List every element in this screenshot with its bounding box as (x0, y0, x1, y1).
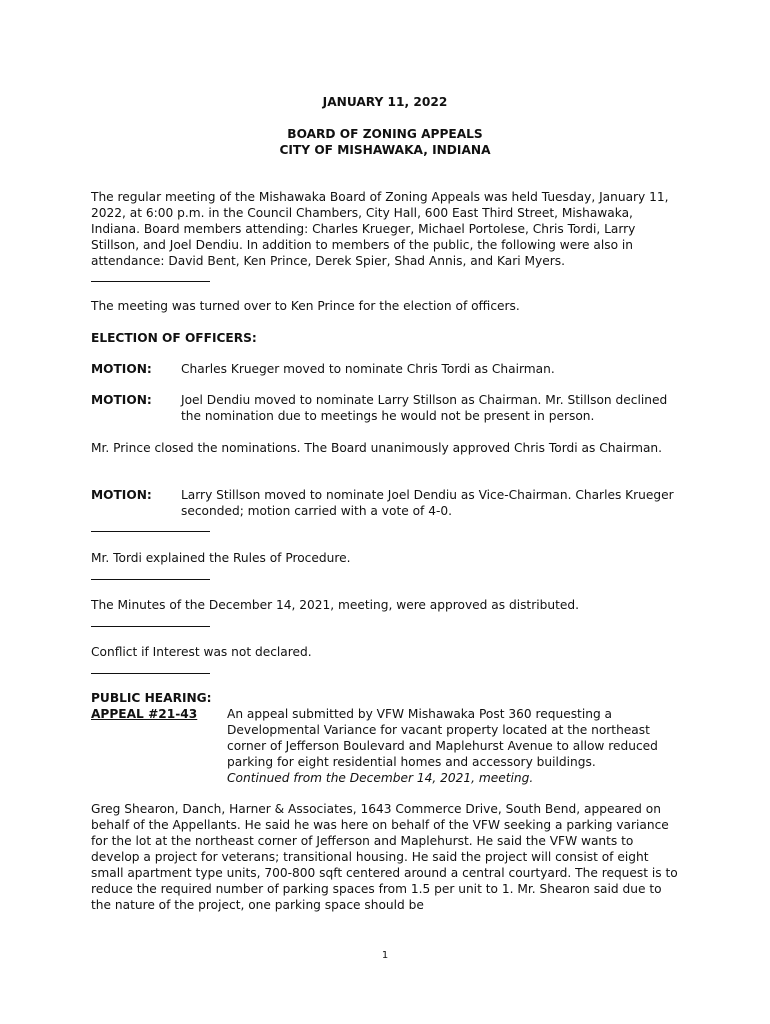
rules-paragraph: Mr. Tordi explained the Rules of Procedure. (91, 551, 351, 565)
appeal-continued-note: Continued from the December 14, 2021, meeting. (227, 771, 534, 785)
section-divider (91, 531, 210, 532)
section-divider (91, 626, 210, 627)
appeal-text: An appeal submitted by VFW Mishawaka Post 360 requesting a Developmental Variance for vacant property located at the northeast corner of Jefferson Boulevard and Maplehurst Avenue to allow reduced parking for eight residential homes and accessory buildings. (227, 707, 658, 769)
motion-text: Larry Stillson moved to nominate Joel Dendiu as Vice-Chairman. Charles Krueger seconded; motion carried with a vote of 4-0. (181, 488, 674, 518)
intro-paragraph: The regular meeting of the Mishawaka Board of Zoning Appeals was held Tuesday, January 11, 2022, at 6:00 p.m. in the Council Chambers, City Hall, 600 East Third Street, Mishawaka, Indiana. Board members attending: Charles Krueger, Michael Portolese, Chris Tordi, Larry Stillson, and Joel Dendiu. In addition to members of the public, the following were also in attendance: David Bent, Ken Prince, Derek Spier, Shad Annis, and Kari Myers. (91, 190, 669, 268)
motion-label: MOTION: (91, 362, 152, 376)
meeting-date: JANUARY 11, 2022 (322, 95, 448, 109)
nominations-closed-paragraph: Mr. Prince closed the nominations. The Board unanimously approved Chris Tordi as Chairman. (91, 441, 663, 455)
turned-over-paragraph: The meeting was turned over to Ken Prince for the election of officers. (91, 299, 520, 313)
motion-text: Charles Krueger moved to nominate Chris Tordi as Chairman. (181, 362, 555, 376)
section-divider (91, 579, 210, 580)
conflict-paragraph: Conflict if Interest was not declared. (91, 645, 312, 659)
motion-label: MOTION: (91, 393, 152, 407)
shearon-paragraph: Greg Shearon, Danch, Harner & Associates, 1643 Commerce Drive, South Bend, appeared on behalf of the Appellants. He said he was here on behalf of the VFW seeking a parking variance for the lot at the northeast corner of Jefferson and Maplehurst. He said the VFW wants to develop a project for veterans; transitional housing. He said the project will consist of eight small apartment type units, 700-800 sqft centered around a central courtyard. The request is to reduce the required number of parking spaces from 1.5 per unit to 1. Mr. Shearon said due to the nature of the project, one parking space should be (91, 802, 678, 912)
appeal-description (227, 706, 687, 786)
minutes-paragraph: The Minutes of the December 14, 2021, meeting, were approved as distributed. (91, 598, 579, 612)
public-hearing-heading: PUBLIC HEARING: (91, 691, 212, 705)
board-title: BOARD OF ZONING APPEALS (287, 127, 483, 141)
motion-text: Joel Dendiu moved to nominate Larry Stillson as Chairman. Mr. Stillson declined the nomination due to meetings he would not be present in person. (181, 393, 668, 423)
election-heading: ELECTION OF OFFICERS: (91, 331, 257, 345)
section-divider (91, 673, 210, 674)
city-title: CITY OF MISHAWAKA, INDIANA (279, 143, 491, 157)
section-divider (91, 281, 210, 282)
motion-label: MOTION: (91, 488, 152, 502)
page-number: 1 (381, 950, 389, 961)
appeal-label: APPEAL #21-43 (91, 707, 198, 721)
